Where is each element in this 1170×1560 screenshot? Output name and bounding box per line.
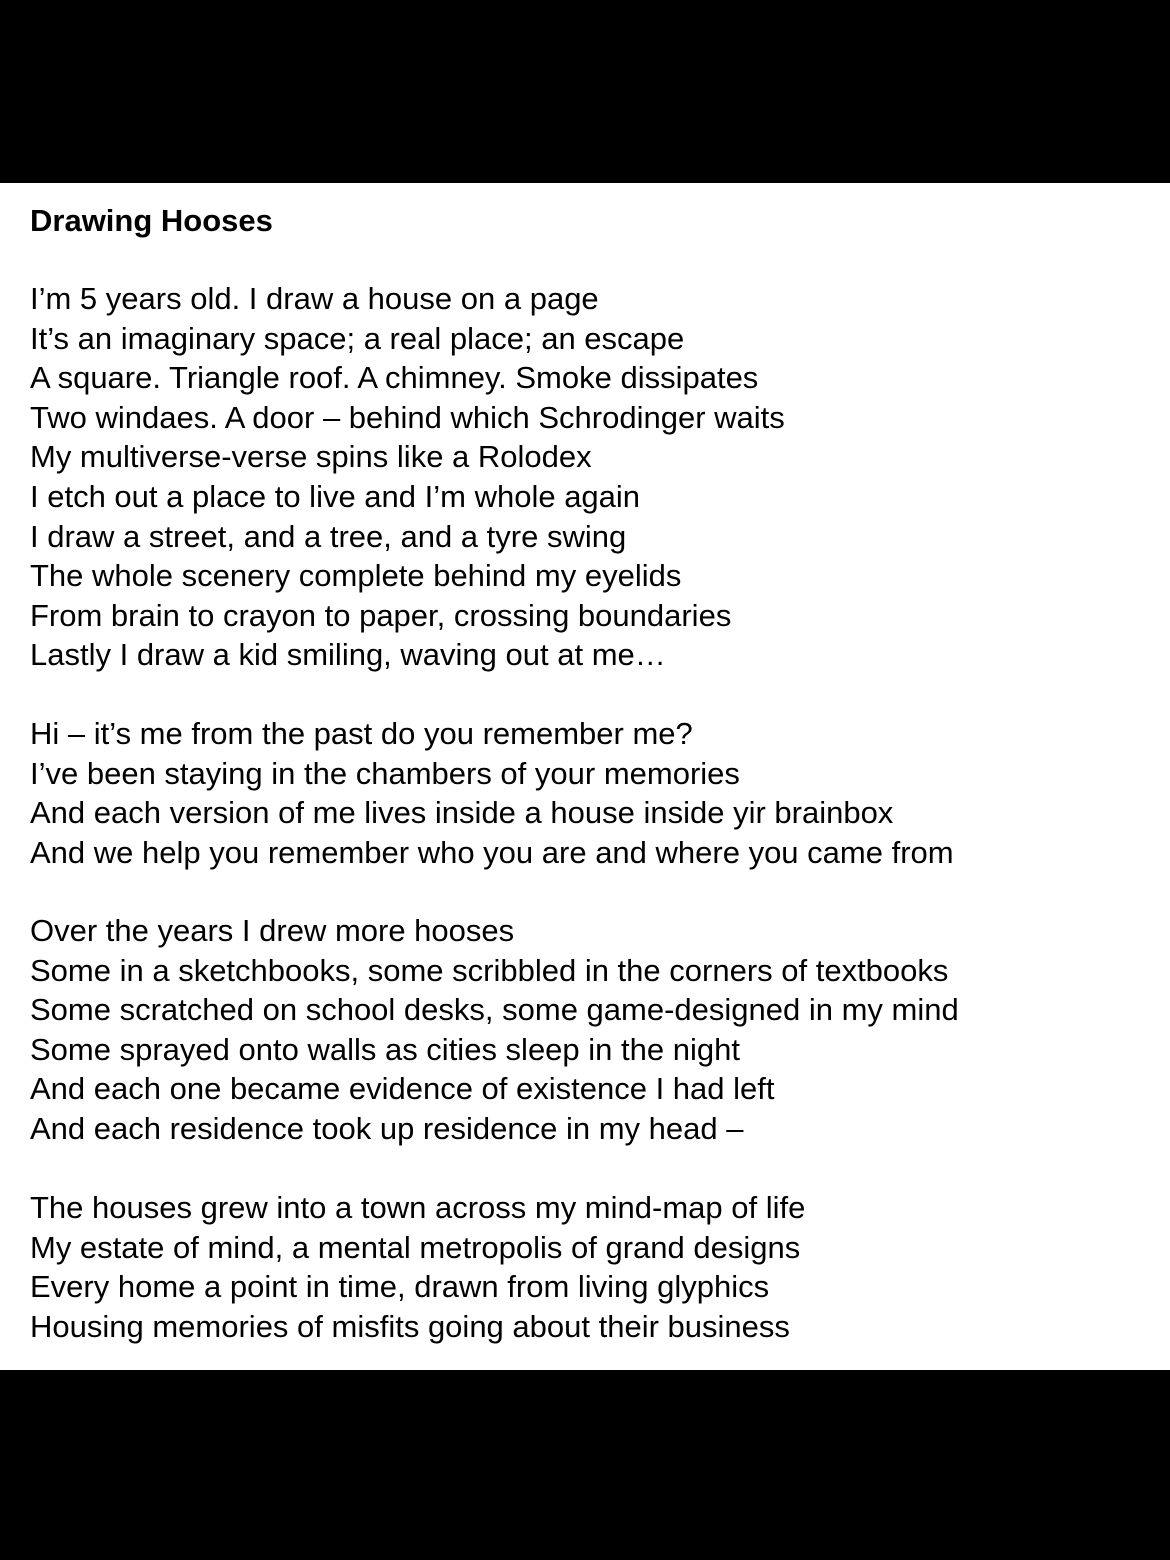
- poem-line: A square. Triangle roof. A chimney. Smoke dissipates: [30, 360, 759, 396]
- poem-line: Hi – it’s me from the past do you remember me?: [30, 716, 693, 751]
- poem-line: And we help you remember who you are and where you came from: [30, 834, 954, 870]
- poem-line: Some in a sketchbooks, some scribbled in the corners of textbooks: [30, 952, 949, 988]
- stanza-4: [30, 1188, 805, 1346]
- poem-line: The whole scenery complete behind my eyelids: [30, 558, 682, 594]
- poem-page: [0, 183, 1170, 1370]
- poem-line: From brain to crayon to paper, crossing boundaries: [30, 597, 732, 633]
- poem-line: It’s an imaginary space; a real place; an escape: [30, 320, 685, 356]
- poem-line: I draw a street, and a tree, and a tyre swing: [30, 518, 627, 554]
- poem-title: Drawing Hooses: [30, 203, 273, 238]
- poem-line: Over the years I drew more hooses: [30, 913, 515, 948]
- poem-line: My estate of mind, a mental metropolis of grand designs: [30, 1229, 801, 1265]
- stanza-3: [30, 911, 959, 1149]
- poem-line: And each residence took up residence in my head –: [30, 1110, 744, 1146]
- poem-line: Lastly I draw a kid smiling, waving out at me…: [30, 637, 666, 673]
- poem-line: And each version of me lives inside a house inside yir brainbox: [30, 795, 894, 831]
- stanza-2: [30, 714, 954, 872]
- poem-line: And each one became evidence of existence I had left: [30, 1071, 775, 1107]
- poem-line: The houses grew into a town across my mind-map of life: [30, 1190, 806, 1225]
- bottom-black-bar: [0, 1370, 1170, 1560]
- top-black-bar: [0, 0, 1170, 183]
- poem-line: I etch out a place to live and I’m whole again: [30, 478, 641, 514]
- stanza-1: [30, 279, 785, 675]
- poem-line: I’ve been staying in the chambers of your memories: [30, 755, 740, 791]
- poem-line: Two windaes. A door – behind which Schrodinger waits: [30, 399, 785, 435]
- poem-line: Housing memories of misfits going about their business: [30, 1308, 790, 1344]
- poem-line: I’m 5 years old. I draw a house on a page: [30, 281, 599, 316]
- poem-line: Every home a point in time, drawn from living glyphics: [30, 1269, 770, 1305]
- poem-line: My multiverse-verse spins like a Rolodex: [30, 439, 592, 475]
- poem-line: Some sprayed onto walls as cities sleep in the night: [30, 1031, 740, 1067]
- poem-line: Some scratched on school desks, some game-designed in my mind: [30, 992, 959, 1028]
